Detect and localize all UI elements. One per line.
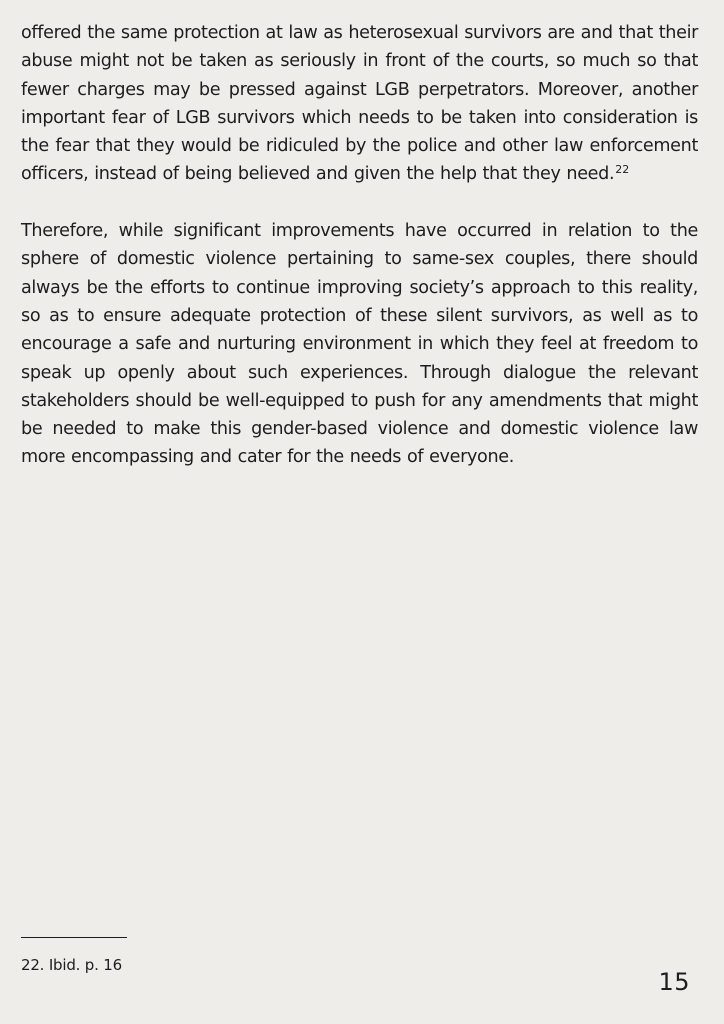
footnote: 22. Ibid. p. 16: [21, 956, 122, 974]
paragraph-2: [21, 217, 698, 472]
footnote-reference[interactable]: 22: [615, 162, 630, 176]
body-text: [21, 19, 698, 472]
paragraph-1: [21, 19, 698, 189]
footnote-divider: [21, 937, 127, 938]
paragraph-1-text: offered the same protection at law as heterosexual survivors are and that their abuse might not be taken as seriously in front of the courts, so much so that fewer charges may be pressed against LGB perpetrators. Moreover, another important fear of LGB survivors which needs to be taken into consideration is the fear that they would be ridiculed by the police and other law enforcement officers, instead of being believed and given the help that they need.: [21, 23, 698, 185]
page-number: 15: [658, 968, 690, 996]
paragraph-2-text: Therefore, while significant improvements have occurred in relation to the sphere of domestic violence pertaining to same-sex couples, there should always be the efforts to continue improving society’s approach to this reality, so as to ensure adequate protection of these silent survivors, as well as to encourage a safe and nurturing environment in which they feel at freedom to speak up openly about such experiences. Through dialogue the relevant stakeholders should be well-equipped to push for any amendments that might be needed to make this gender-based violence and domestic violence law more encompassing and cater for the needs of everyone.: [21, 221, 698, 468]
